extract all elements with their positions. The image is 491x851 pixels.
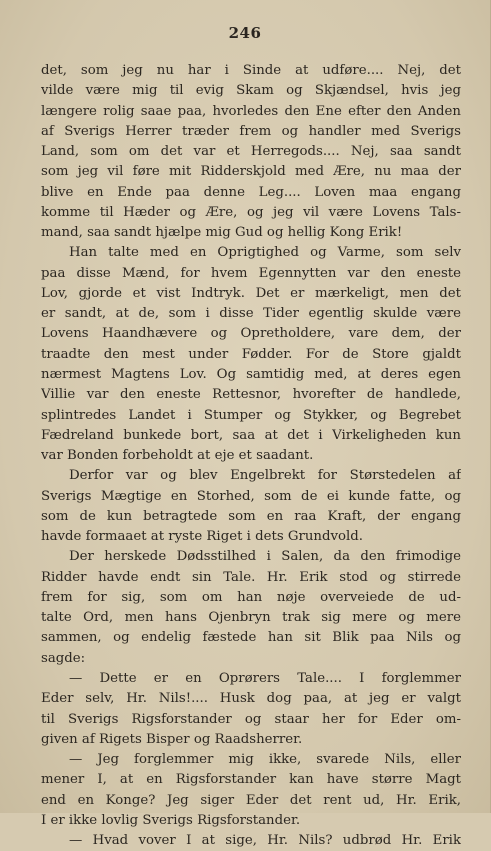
text-line: mener I, at en Rigsforstander kan have større Magt xyxy=(41,772,461,788)
text-line: — Dette er en Oprørers Tale.... I forglemmer xyxy=(69,670,461,686)
text-line: af Sverigs Herrer træder frem og handler med Sverigs xyxy=(41,123,461,139)
text-line: Ridder havde endt sin Tale. Hr. Erik stod og stirrede xyxy=(41,569,461,585)
text-line: komme til Hæder og Ære, og jeg vil være Lovens Tals- xyxy=(41,204,461,220)
text-line: I er ikke lovlig Sverigs Rigsforstander. xyxy=(41,812,301,828)
text-line: det, som jeg nu har i Sinde at udføre.... Nej, det xyxy=(41,63,461,78)
text-line: traadte den mest under Fødder. For de Store gjaldt xyxy=(41,346,461,362)
text-line: havde formaaet at ryste Riget i dets Grundvold. xyxy=(41,529,364,545)
text-line: til Sverigs Rigsforstander og staar her for Eder om- xyxy=(41,711,461,727)
text-line: mand, saa sandt hjælpe mig Gud og hellig Kong Erik! xyxy=(41,225,403,241)
text-line: paa disse Mænd, for hvem Egennytten var den eneste xyxy=(41,265,461,281)
text-line: som jeg vil føre mit Ridderskjold med Ære, nu maa der xyxy=(41,164,461,180)
text-line: sagde: xyxy=(41,650,86,666)
text-line: længere rolig saae paa, hvorledes den Ene efter den Anden xyxy=(41,103,461,119)
text-line: — Jeg forglemmer mig ikke, svarede Nils, eller xyxy=(69,752,461,768)
text-line: Villie var den eneste Rettesnor, hvorefter de handlede, xyxy=(41,387,461,403)
text-line: talte Ord, men hans Ojenbryn trak sig mere og mere xyxy=(41,610,461,626)
text-line: blive en Ende paa denne Leg.... Loven maa engang xyxy=(41,184,461,200)
text-line: splintredes Landet i Stumper og Stykker, og Begrebet xyxy=(41,407,461,423)
text-line: Lov, gjorde et vist Indtryk. Det er mærkeligt, men det xyxy=(41,285,461,301)
text-line: nærmest Magtens Lov. Og samtidig med, at deres egen xyxy=(41,366,461,382)
body-text xyxy=(41,61,461,851)
text-line: Eder selv, Hr. Nils!.... Husk dog paa, at jeg er valgt xyxy=(41,691,461,707)
text-line: end en Konge? Jeg siger Eder det rent ud, Hr. Erik, xyxy=(41,792,461,808)
page-number: 246 xyxy=(228,24,262,42)
text-line: Fædreland bunkede bort, saa at det i Virkeligheden kun xyxy=(41,427,461,443)
text-line: er sandt, at de, som i disse Tider egentlig skulde være xyxy=(41,306,461,322)
text-line: vilde være mig til evig Skam og Skjændsel, hvis jeg xyxy=(41,83,461,99)
text-line: given af Rigets Bisper og Raadsherrer. xyxy=(41,731,303,747)
text-line: Land, som om det var et Herregods.... Nej, saa sandt xyxy=(41,144,461,160)
text-line: frem for sig, som om han nøje overveiede de ud- xyxy=(41,589,461,605)
text-line: Lovens Haandhævere og Opretholdere, vare dem, der xyxy=(41,326,461,342)
text-line: Der herskede Dødsstilhed i Salen, da den frimodige xyxy=(69,549,461,565)
text-line: sammen, og endelig fæstede han sit Blik paa Nils og xyxy=(41,630,461,646)
text-line: var Bonden forbeholdt at eje et saadant. xyxy=(41,448,314,464)
text-line: Derfor var og blev Engelbrekt for Størstedelen af xyxy=(69,468,461,484)
text-line: Han talte med en Oprigtighed og Varme, som selv xyxy=(69,245,461,261)
text-line: Sverigs Mægtige en Storhed, som de ei kunde fatte, og xyxy=(41,488,461,504)
text-line: — Hvad vover I at sige, Hr. Nils? udbrød Hr. Erik xyxy=(69,833,461,849)
text-line: som de kun betragtede som en raa Kraft, der engang xyxy=(41,508,461,524)
